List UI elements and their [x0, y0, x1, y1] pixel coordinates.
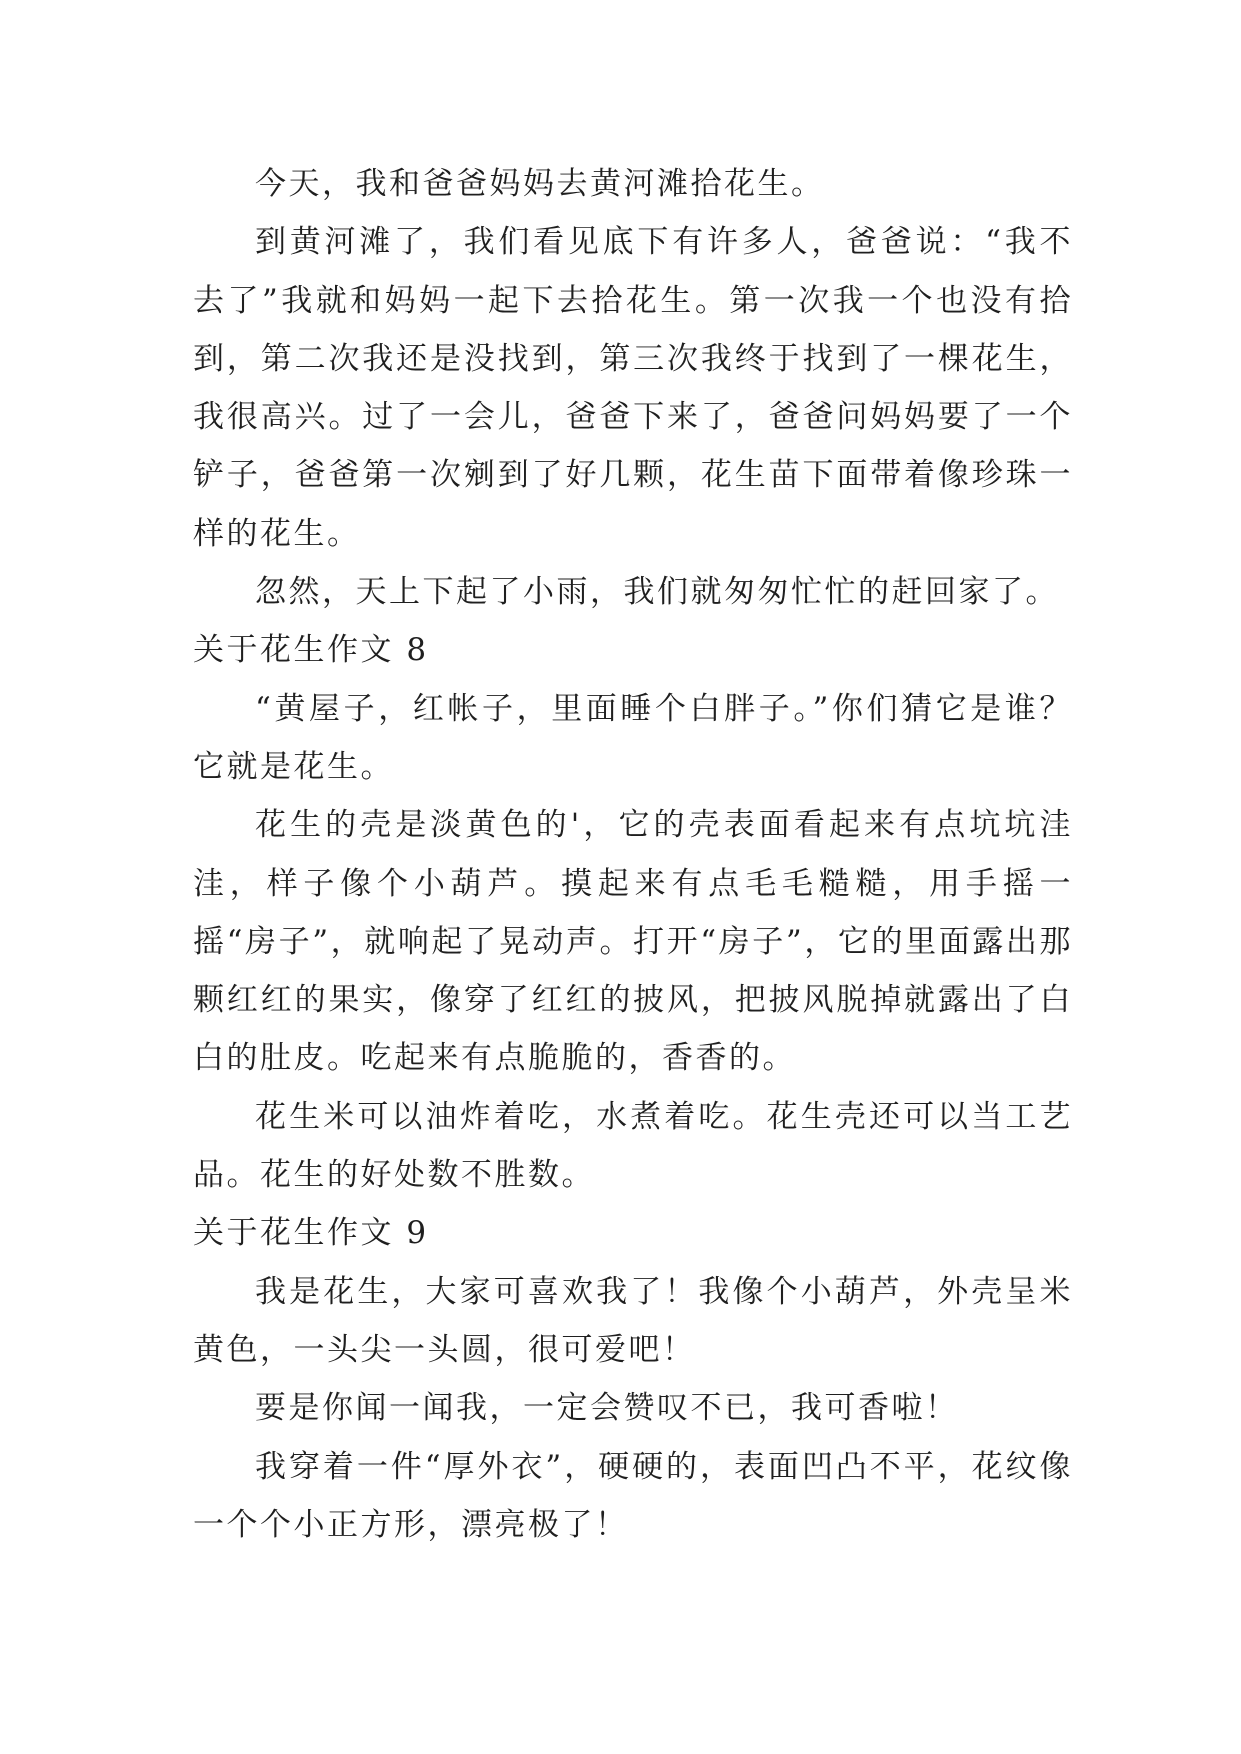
section-heading-9: 关于花生作文 9: [193, 1215, 429, 1252]
paragraph-6: 花生米可以油炸着吃，水煮着吃。花生壳还可以当工艺品。花生的好处数不胜数。: [193, 1098, 1073, 1194]
paragraph-5: 花生的壳是淡黄色的'，它的壳表面看起来有点坑坑洼洼，样子像个小葫芦。摸起来有点毛毛糙糙，用手摇一摇“房子”，就响起了晃动声。打开“房子”，它的里面露出那颗红红的果实，像穿了红红的披风，把披风脱掉就露出了白白的肚皮。吃起来有点脆脆的，香香的。: [193, 807, 1073, 1077]
paragraph-8: 要是你闻一闻我，一定会赞叹不已，我可香啦！: [255, 1390, 959, 1427]
paragraph-7: 我是花生，大家可喜欢我了！我像个小葫芦，外壳呈米黄色，一头尖一头圆，很可爱吧！: [193, 1273, 1073, 1368]
section-heading-8: 关于花生作文 8: [193, 632, 429, 669]
paragraph-1: 今天，我和爸爸妈妈去黄河滩拾花生。: [255, 166, 825, 202]
paragraph-3: 忽然，天上下起了小雨，我们就匆匆忙忙的赶回家了。: [255, 574, 1059, 611]
document-body: [193, 155, 1073, 1554]
paragraph-9: 我穿着一件“厚外衣”，硬硬的，表面凹凸不平，花纹像一个个小正方形，漂亮极了！: [193, 1448, 1073, 1543]
paragraph-4: “黄屋子，红帐子，里面睡个白胖子。”你们猜它是谁？它就是花生。: [193, 690, 1073, 785]
paragraph-2: 到黄河滩了，我们看见底下有许多人，爸爸说：“我不去了”我就和妈妈一起下去拾花生。第一次我一个也没有拾到，第二次我还是没找到，第三次我终于找到了一棵花生，我很高兴。过了一会儿，爸爸下来了，爸爸问妈妈要了一个铲子，爸爸第一次剜到了好几颗，花生苗下面带着像珍珠一样的花生。: [193, 224, 1073, 552]
